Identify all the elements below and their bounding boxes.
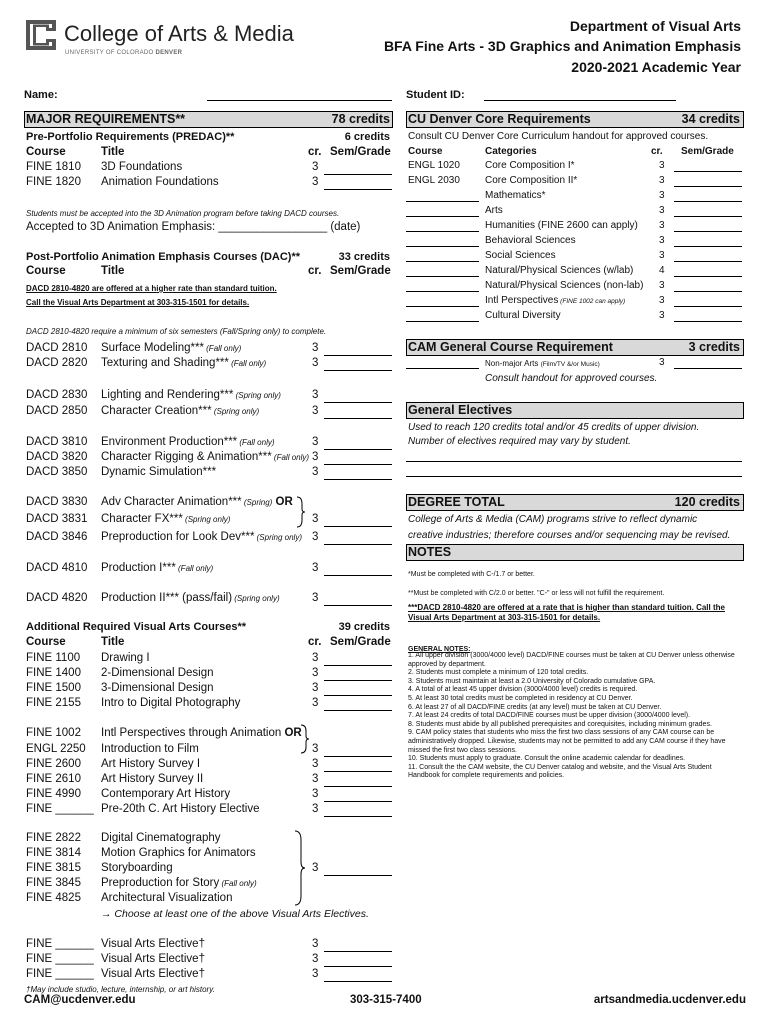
course-code: DACD 2820 <box>26 357 88 369</box>
core-grade-field[interactable] <box>674 321 742 322</box>
course-grade-field[interactable] <box>324 575 392 576</box>
core-title: CU Denver Core Requirements <box>408 112 591 126</box>
core-consult: Consult CU Denver Core Curriculum handout for approved courses. <box>408 131 709 142</box>
course-title: Art History Survey I <box>101 758 201 770</box>
course-credit: 3 <box>312 389 319 401</box>
student-id-field[interactable] <box>484 100 676 101</box>
course-credit: 3 <box>312 161 319 173</box>
course-credit: 3 <box>312 682 319 694</box>
course-code: FINE 4990 <box>26 788 81 800</box>
cam-credits: 3 credits <box>688 340 740 354</box>
course-title: Texturing and Shading*** (Fall only) <box>101 357 267 369</box>
core-credit: 3 <box>659 190 665 201</box>
course-title: 2-Dimensional Design <box>101 667 214 679</box>
brace-icon <box>294 830 306 906</box>
course-grade-field[interactable] <box>324 449 392 450</box>
course-grade-field[interactable] <box>324 756 392 757</box>
course-term: (Fall only) <box>271 453 310 462</box>
course-code: FINE 1002 <box>26 727 81 739</box>
course-title: Surface Modeling*** (Fall only) <box>101 342 242 354</box>
course-grade-field[interactable] <box>324 418 392 419</box>
electives-field-2[interactable] <box>406 476 742 477</box>
core-grade-field[interactable] <box>674 201 742 202</box>
core-course-field[interactable] <box>406 246 479 247</box>
addl-credits: 39 credits <box>338 621 390 633</box>
course-title: Intro to Digital Photography <box>101 697 241 709</box>
course-credit: 3 <box>312 652 319 664</box>
general-notes: 1. All upper division (3000/4000 level) DACD/FINE courses must be taken at CU Denver unless otherwise approved by department. 2. Students must complete a minimum of 120 total credits. 3. Students must maintain at least a 2.0 University of Colorado cumulative GPA. 4. A total of at least 45 upper division (3000/4000 level) credits is required. 5. At least 30 total credits must be completed in residency at CU Denver. 6. At least 27 of all DACD/FINE credits (at any level) must be taken at CU Denver. 7. At least 24 credits of total DACD/FINE courses must be upper division (3000/4000 level). 8. Students must abide by all published prerequisites and corequisites, including minimum grades. 9. CAM policy states that students who miss the first two class sessions of any CAM course can be administratively dropped. Likewise, students may not be permitted to add any CAM course if they have missed the first two class sessions. 10. Students must apply to graduate. Consult the online academic calendar for deadlines. 11. Consult the the CAM website, the CU Denver catalog and website, and the Visual Arts Student Handbook for complete requirements and policies. <box>408 652 735 780</box>
course-credit: 3 <box>312 697 319 709</box>
course-grade-field[interactable] <box>324 355 392 356</box>
course-grade-field[interactable] <box>324 801 392 802</box>
course-title: Preproduction for Look Dev*** (Spring only) <box>101 531 302 543</box>
cam-grade-field[interactable] <box>674 368 742 369</box>
notes-title: NOTES <box>408 545 452 559</box>
course-title: Lighting and Rendering*** (Spring only) <box>101 389 281 401</box>
core-credit: 3 <box>659 310 665 321</box>
core-category: Natural/Physical Sciences (w/lab) <box>485 265 634 276</box>
course-code: FINE 1100 <box>26 652 81 664</box>
course-credit: 3 <box>312 405 319 417</box>
core-category: Social Sciences <box>485 250 556 261</box>
course-title: Storyboarding <box>101 862 173 874</box>
course-code: FINE 1820 <box>26 176 81 188</box>
course-term: (Spring only) <box>233 391 281 400</box>
course-title: Pre-20th C. Art History Elective <box>101 803 260 815</box>
course-title: Animation Foundations <box>101 176 219 188</box>
core-credit: 3 <box>659 160 665 171</box>
course-credit: 3 <box>312 451 319 463</box>
degree-title: DEGREE TOTAL <box>408 495 505 509</box>
degree-line-2: creative industries; therefore courses and/or sequencing may be revised. <box>408 530 731 541</box>
course-credit: 3 <box>312 531 319 543</box>
degree-line-1: College of Arts & Media (CAM) programs strive to reflect dynamic <box>408 514 698 525</box>
degree-credits: 120 credits <box>674 495 740 509</box>
core-course-field[interactable] <box>406 231 479 232</box>
major-credits: 78 credits <box>331 112 390 126</box>
dagger-note: †May include studio, lecture, internship, or art history. <box>26 985 215 994</box>
major-title: MAJOR REQUIREMENTS** <box>26 112 186 126</box>
dac-title: Post-Portfolio Animation Emphasis Courses (DAC)** <box>26 251 301 263</box>
course-title: Visual Arts Elective† <box>101 953 205 965</box>
core-credits: 34 credits <box>681 112 740 126</box>
course-grade-field[interactable] <box>324 174 392 175</box>
course-grade-field[interactable] <box>324 710 392 711</box>
course-credit: 3 <box>312 466 319 478</box>
course-title: Intl Perspectives through Animation OR <box>101 727 302 739</box>
course-code: DACD 3810 <box>26 436 88 448</box>
course-credit: 3 <box>312 357 319 369</box>
notes-bar <box>406 544 744 561</box>
course-title: Architectural Visualization <box>101 892 233 904</box>
course-grade-field[interactable] <box>324 966 392 967</box>
or-label: OR <box>281 727 302 739</box>
cam-consult: Consult handout for approved courses. <box>485 373 658 384</box>
accepted-line: Accepted to 3D Animation Emphasis: _________________ (date) <box>26 221 361 233</box>
core-col-course: Course <box>408 146 443 157</box>
core-grade-field[interactable] <box>674 276 742 277</box>
course-term: (Spring only) <box>232 594 280 603</box>
cam-title: CAM General Course Requirement <box>408 340 613 354</box>
dac-col-cr: cr. <box>308 265 322 277</box>
core-col-cat: Categories <box>485 146 537 157</box>
core-col-cr: cr. <box>651 146 663 157</box>
course-term: (Fall only) <box>237 438 275 447</box>
predac-col-sem: Sem/Grade <box>330 146 391 158</box>
course-credit: 3 <box>312 788 319 800</box>
course-title: Character Creation*** (Spring only) <box>101 405 260 417</box>
course-credit: 3 <box>312 938 319 950</box>
course-grade-field[interactable] <box>324 695 392 696</box>
core-grade-field[interactable] <box>674 231 742 232</box>
electives-line-2: Number of electives required may vary by student. <box>408 436 631 447</box>
predac-col-cr: cr. <box>308 146 322 158</box>
brace-icon <box>296 496 306 528</box>
general-notes-title: GENERAL NOTES: <box>408 646 471 653</box>
course-grade-field[interactable] <box>324 680 392 681</box>
course-credit: 3 <box>312 513 319 525</box>
choose-note: → Choose at least one of the above Visual Arts Electives. <box>101 908 369 920</box>
addl-c-grade-field[interactable] <box>324 875 392 876</box>
course-term: (Spring only) <box>254 533 302 542</box>
course-credit: 3 <box>312 176 319 188</box>
course-code: DACD 3850 <box>26 466 88 478</box>
course-grade-field[interactable] <box>324 771 392 772</box>
predac-col-title: Title <box>101 146 125 158</box>
core-category: Natural/Physical Sciences (non-lab) <box>485 280 644 291</box>
course-code: FINE ______ <box>26 803 94 815</box>
dac-note: DACD 2810-4820 require a minimum of six semesters (Fall/Spring only) to complete. <box>26 327 327 336</box>
course-code: FINE 2155 <box>26 697 81 709</box>
course-code: DACD 3830 <box>26 496 88 508</box>
course-title: Drawing I <box>101 652 150 664</box>
course-code: DACD 4820 <box>26 592 88 604</box>
course-code: DACD 3820 <box>26 451 88 463</box>
predac-note: Students must be accepted into the 3D Animation program before taking DACD courses. <box>26 209 340 218</box>
course-grade-field[interactable] <box>324 370 392 371</box>
course-title: Character FX*** (Spring only) <box>101 513 231 525</box>
course-title: Dynamic Simulation*** <box>101 466 217 478</box>
core-credit: 3 <box>659 280 665 291</box>
note-3: ***DACD 2810-4820 are offered at a rate that is higher than standard tuition. Call the Visual Arts Department at 303-315-1501 for details. <box>408 603 725 622</box>
core-course-field[interactable] <box>406 306 479 307</box>
addl-title: Additional Required Visual Arts Courses** <box>26 621 247 633</box>
core-grade-field[interactable] <box>674 291 742 292</box>
course-grade-field[interactable] <box>324 981 392 982</box>
course-title: Visual Arts Elective† <box>101 968 205 980</box>
course-grade-field[interactable] <box>324 464 392 465</box>
course-title: Production II*** (pass/fail) (Spring only) <box>101 592 280 604</box>
course-credit: 3 <box>312 592 319 604</box>
course-term: (Fall only) <box>219 879 257 888</box>
course-credit: 3 <box>312 562 319 574</box>
course-credit: 3 <box>312 667 319 679</box>
core-category: Core Composition I* <box>485 160 575 171</box>
course-title: 3-Dimensional Design <box>101 682 214 694</box>
cam-row: Non-major Arts (Film/TV &/or Music) <box>485 359 600 368</box>
college-logo-name: College of Arts & Media <box>64 21 294 46</box>
core-credit: 3 <box>659 205 665 216</box>
core-course-field[interactable] <box>406 321 479 322</box>
core-grade-field[interactable] <box>674 261 742 262</box>
course-code: DACD 3846 <box>26 531 88 543</box>
course-code: FINE ______ <box>26 968 94 980</box>
course-grade-field[interactable] <box>324 951 392 952</box>
course-term: (Fall only) <box>175 564 214 573</box>
course-title: 3D Foundations <box>101 161 183 173</box>
core-category: Cultural Diversity <box>485 310 561 321</box>
course-title: Production I*** (Fall only) <box>101 562 214 574</box>
core-credit: 3 <box>659 250 665 261</box>
addl-col-course: Course <box>26 636 66 648</box>
dac-credits: 33 credits <box>338 251 390 263</box>
name-label: Name: <box>24 89 58 101</box>
course-credit: 3 <box>312 773 319 785</box>
course-code: FINE 2610 <box>26 773 81 785</box>
course-grade-field[interactable] <box>324 605 392 606</box>
student-id-label: Student ID: <box>406 89 465 101</box>
footer-email[interactable]: CAM@ucdenver.edu <box>24 994 136 1006</box>
course-code: FINE 2600 <box>26 758 81 770</box>
dac-col-sem: Sem/Grade <box>330 265 391 277</box>
course-credit: 3 <box>312 953 319 965</box>
electives-title: General Electives <box>408 403 513 417</box>
dac-warning-1: DACD 2810-4820 are offered at a higher rate than standard tuition. <box>26 284 277 293</box>
core-course-field[interactable] <box>406 261 479 262</box>
dac-col-course: Course <box>26 265 66 277</box>
addl-col-cr: cr. <box>308 636 322 648</box>
core-grade-field[interactable] <box>674 246 742 247</box>
course-grade-field[interactable] <box>324 544 392 545</box>
course-code: DACD 3831 <box>26 513 88 525</box>
course-title: Art History Survey II <box>101 773 204 785</box>
course-title: Visual Arts Elective† <box>101 938 205 950</box>
course-term: (Fall only) <box>203 344 242 353</box>
course-grade-field[interactable] <box>324 665 392 666</box>
predac-credits: 6 credits <box>344 131 390 143</box>
name-field[interactable] <box>207 100 392 101</box>
cam-course-field[interactable] <box>406 368 479 369</box>
course-grade-field[interactable] <box>324 816 392 817</box>
course-code: FINE ______ <box>26 953 94 965</box>
core-credit: 3 <box>659 295 665 306</box>
core-credit: 3 <box>659 175 665 186</box>
addl-c-credit: 3 <box>312 862 319 874</box>
dac-col-title: Title <box>101 265 125 277</box>
course-code: DACD 2810 <box>26 342 88 354</box>
core-grade-field[interactable] <box>674 216 742 217</box>
course-credit: 3 <box>312 436 319 448</box>
course-term: (Spring only) <box>211 407 260 416</box>
header-program: BFA Fine Arts - 3D Graphics and Animation Emphasis <box>383 38 741 54</box>
course-credit: 3 <box>312 743 319 755</box>
course-code: ENGL 2250 <box>26 743 86 755</box>
predac-col-course: Course <box>26 146 66 158</box>
note-2: **Must be completed with C/2.0 or better. "C-" or less will not fulfill the requirement. <box>408 590 665 597</box>
course-title: Motion Graphics for Animators <box>101 847 256 859</box>
core-course-field[interactable] <box>406 216 479 217</box>
course-code: FINE 3814 <box>26 847 81 859</box>
course-title: Preproduction for Story (Fall only) <box>101 877 257 889</box>
course-code: FINE 2822 <box>26 832 81 844</box>
core-grade-field[interactable] <box>674 306 742 307</box>
core-course-field[interactable] <box>406 276 479 277</box>
course-grade-field[interactable] <box>324 189 392 190</box>
core-category: Core Composition II* <box>485 175 578 186</box>
header-year: 2020-2021 Academic Year <box>571 59 741 75</box>
course-code: DACD 2830 <box>26 389 88 401</box>
core-grade-field[interactable] <box>674 186 742 187</box>
predac-title: Pre-Portfolio Requirements (PREDAC)** <box>26 131 235 143</box>
course-credit: 3 <box>312 968 319 980</box>
course-credit: 3 <box>312 342 319 354</box>
course-title: Adv Character Animation*** (Spring) OR <box>101 496 293 508</box>
course-code: FINE ______ <box>26 938 94 950</box>
course-code: FINE 1400 <box>26 667 81 679</box>
course-title: Character Rigging & Animation*** (Fall only) <box>101 451 310 463</box>
core-credit: 3 <box>659 220 665 231</box>
core-course-field[interactable] <box>406 291 479 292</box>
cu-logo-icon <box>24 18 58 52</box>
or-label: OR <box>272 496 293 508</box>
header-department: Department of Visual Arts <box>569 18 741 34</box>
core-credit: 4 <box>659 265 665 276</box>
electives-field-1[interactable] <box>406 461 742 462</box>
course-title: Introduction to Film <box>101 743 199 755</box>
core-category: Mathematics* <box>485 190 546 201</box>
core-category: Behavioral Sciences <box>485 235 576 246</box>
course-term: (Fall only) <box>228 359 267 368</box>
course-code: FINE 1500 <box>26 682 81 694</box>
course-code: FINE 4825 <box>26 892 81 904</box>
core-course-field[interactable] <box>406 201 479 202</box>
core-category: Humanities (FINE 2600 can apply) <box>485 220 638 231</box>
course-code: FINE 3845 <box>26 877 81 889</box>
course-term: (Spring) <box>241 498 273 507</box>
course-code: DACD 2850 <box>26 405 88 417</box>
core-credit: 3 <box>659 235 665 246</box>
core-course-code: ENGL 2030 <box>408 175 460 186</box>
course-title: Environment Production*** (Fall only) <box>101 436 275 448</box>
core-course-code: ENGL 1020 <box>408 160 460 171</box>
course-title: Digital Cinematography <box>101 832 221 844</box>
course-term: (Spring only) <box>182 515 231 524</box>
addl-col-sem: Sem/Grade <box>330 636 391 648</box>
course-grade-field[interactable] <box>324 526 392 527</box>
course-title: Contemporary Art History <box>101 788 231 800</box>
footer-web[interactable]: artsandmedia.ucdenver.edu <box>593 994 746 1006</box>
dac-warning-2: Call the Visual Arts Department at 303-315-1501 for details. <box>26 298 250 307</box>
course-code: DACD 4810 <box>26 562 88 574</box>
electives-line-1: Used to reach 120 credits total and/or 45 credits of upper division. <box>408 422 700 433</box>
core-col-sem: Sem/Grade <box>681 146 734 157</box>
footer-phone: 303-315-7400 <box>350 994 422 1006</box>
core-category: Arts <box>485 205 503 216</box>
course-code: FINE 1810 <box>26 161 81 173</box>
cam-cr: 3 <box>659 357 665 368</box>
course-credit: 3 <box>312 803 319 815</box>
course-code: FINE 3815 <box>26 862 81 874</box>
course-grade-field[interactable] <box>324 786 392 787</box>
college-logo-sub: UNIVERSITY OF COLORADO DENVER <box>65 50 183 56</box>
core-category-note: (FINE 1002 can apply) <box>558 298 626 305</box>
core-grade-field[interactable] <box>674 171 742 172</box>
note-1: *Must be completed with C-/1.7 or better. <box>408 571 535 578</box>
core-category: Intl Perspectives (FINE 1002 can apply) <box>485 295 626 306</box>
course-grade-field[interactable] <box>324 479 392 480</box>
course-credit: 3 <box>312 758 319 770</box>
addl-col-title: Title <box>101 636 125 648</box>
course-grade-field[interactable] <box>324 402 392 403</box>
